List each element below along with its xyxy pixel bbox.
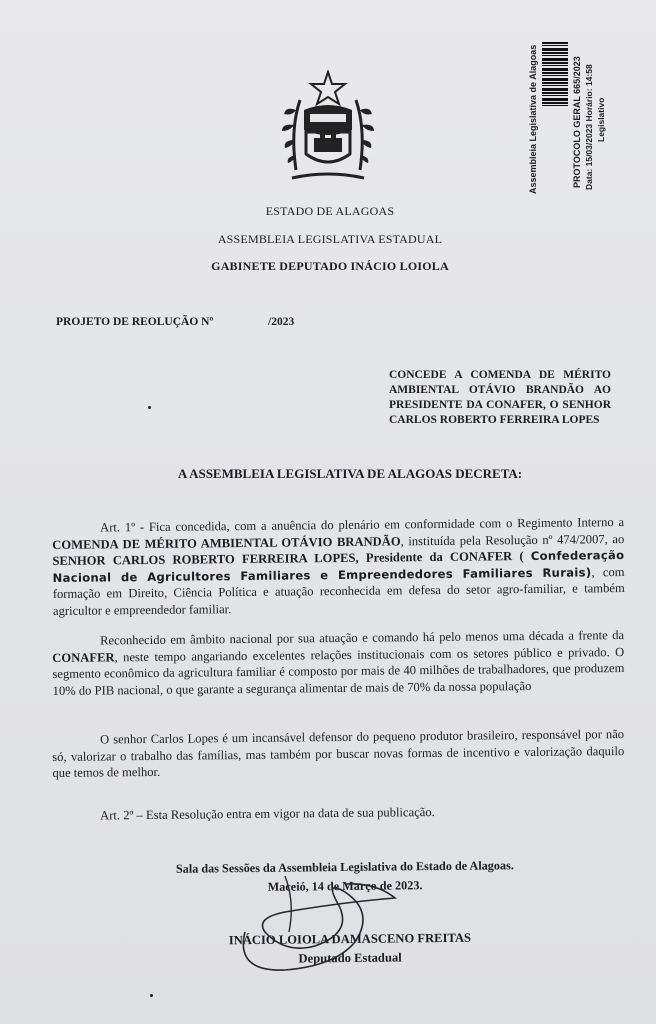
article-1: Art. 1º - Fica concedida, com a anuência do plenário em conformidade com o Regimento Interno a COMENDA DE MÉRITO AMBIENTAL OTÁVIO BRANDÃO, instituída pela Resolução nº 474/2007, ao SENHOR CARLOS ROBERTO FERREIRA LOPES, Presidente da CONAFER ( Confederação Nacional de Agricultores Familiares e Empreendedores Familiares Rurais), com formação em Direito, Ciência Política e atuação reconhecida em defesa do setor agro-familiar, e também agricultor e empreendedor familiar. [52,515,625,618]
closing-sala: Sala das Sessões da Assembleia Legislativa do Estado de Alagoas. [175,858,514,876]
honoree-name: SENHOR CARLOS ROBERTO FERREIRA LOPES, Presidente da CONAFER ( [52,549,531,569]
header-state: ESTADO DE ALAGOAS [265,204,395,218]
projeto-number: /2023 [268,316,295,328]
article-2: Art. 2º – Esta Resolução entra em vigor na data de sua publicação. [100,804,435,823]
protocol-stamp [528,12,616,202]
stamp-sector: Legislativo [596,97,606,142]
comenda-name: COMENDA DE MÉRITO AMBIENTAL OTÁVIO BRANDÃO [52,533,401,552]
header-office: GABINETE DEPUTADO INÁCIO LOIOLA [211,259,449,273]
speck [148,406,151,409]
speck [150,994,153,997]
decreta-heading: A ASSEMBLEIA LEGISLATIVA DE ALAGOAS DECRETA: [177,466,523,481]
projeto-label: PROJETO DE REOLUÇÃO Nº [56,316,214,328]
alagoas-coat-of-arms [270,70,386,186]
handwritten-signature [225,862,435,982]
signer-name: INÁCIO LOIOLA DAMASCENO FREITAS [228,930,472,948]
barcode [542,42,568,108]
stamp-protocol: PROTOCOLO GERAL 665/2023 [572,56,582,188]
stamp-org: Assembleia Legislativa de Alagoas [528,44,538,194]
signer-title: Deputado Estadual [298,950,402,966]
paragraph-2: Reconhecido em âmbito nacional por sua atuação e comando há pelo menos uma década a frente da CONAFER, neste tempo angariando excelentes relações institucionais com os setores público e privado. O segmento econômico da agricultura familiar é composto por mais de 40 milhões de trabalhadores, que produzem 10% do PIB nacional, o que garante a segurança alimentar de mais de 70% da nossa população [52,628,625,698]
header-assembly: ASSEMBLEIA LEGISLATIVA ESTADUAL [217,232,443,246]
ementa: CONCEDE A COMENDA DE MÉRITO AMBIENTAL OTÁVIO BRANDÃO AO PRESIDENTE DA CONAFER, O SENHOR CARLOS ROBERTO FERREIRA LOPES [389,369,611,426]
stamp-datetime: Data: 15/03/2023 Horário: 14:58 [584,64,594,190]
confederation-name: Confederação Nacional de Agricultores Familiares e Empreendedores Familiares Rurais) [52,548,625,585]
closing-date: Maceió, 14 de Março de 2023. [267,878,423,894]
paragraph-3: O senhor Carlos Lopes é um incansável defensor do pequeno produtor brasileiro, responsável por não só, valorizar o trabalho das famílias, mas também por buscar novas formas de incentivo e valorização daquilo que temos de melhor. [52,727,625,781]
